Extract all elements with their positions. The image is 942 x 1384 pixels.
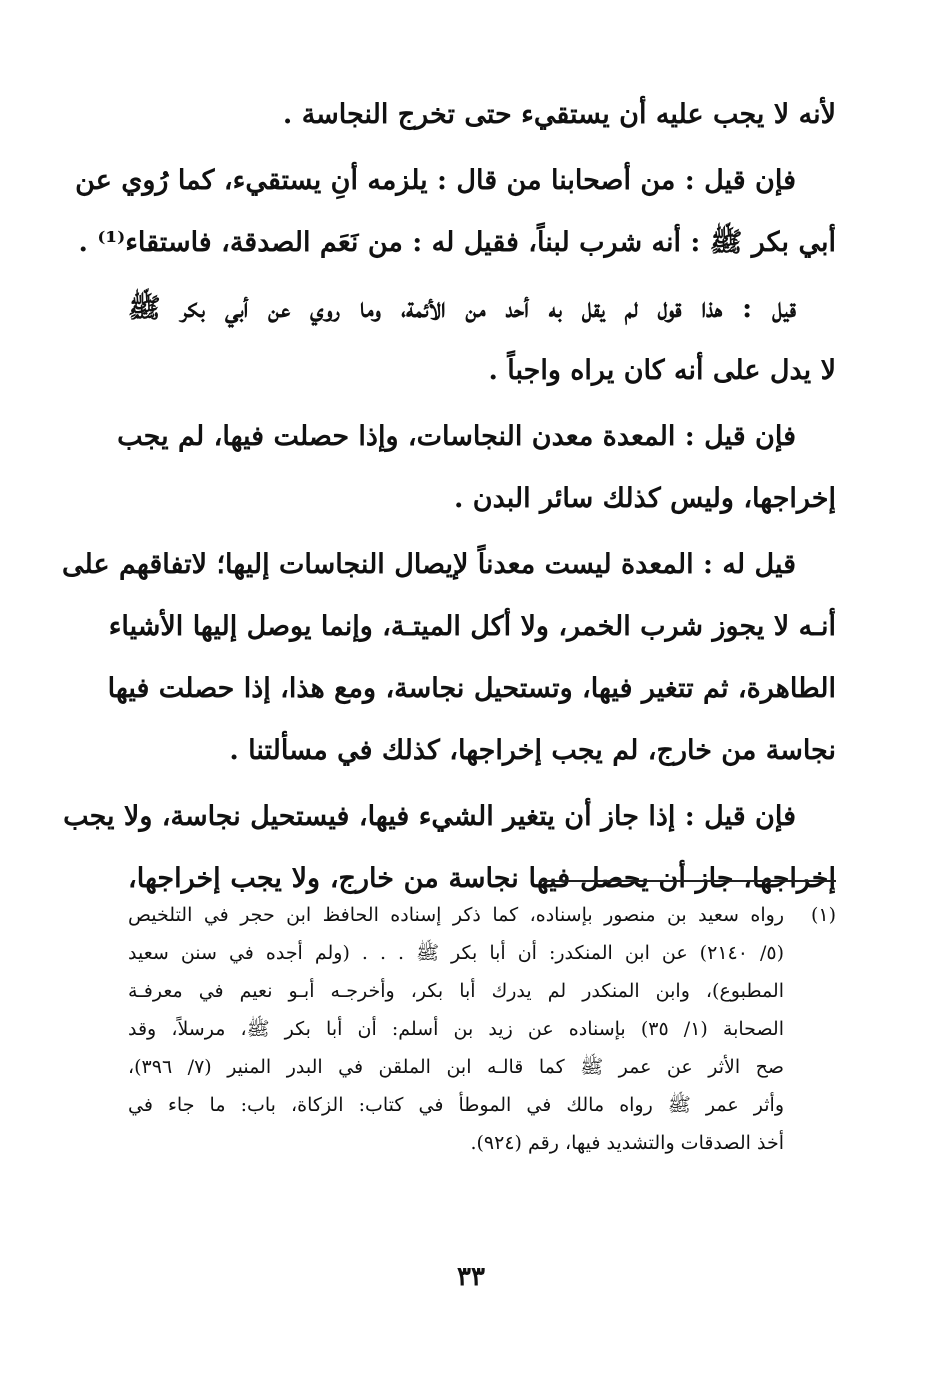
text-line: أبي بكر ﷺ : أنه شرب لبناً، فقيل له : من نَعَم الصدقة، فاستقاء⁽¹⁾ .	[78, 227, 836, 258]
paragraph	[128, 84, 836, 146]
text-line: إخراجها، وليس كذلك سائر البدن .	[453, 483, 836, 514]
text-line: الطاهرة، ثم تتغير فيها، وتستحيل نجاسة، ومع هذا، إذا حصلت فيها	[107, 673, 836, 704]
footnote-line: الصحابة (١/ ٣٥) بإسناده عن زيد بن أسلم: أن أبا بكر ﷺ، مرسلاً، وقد	[128, 1018, 784, 1040]
text-line: قيل له : المعدة ليست معدناً لإيصال النجاسات إليها؛ لاتفاقهم على	[62, 549, 796, 580]
footnote-text	[128, 896, 784, 1162]
main-text	[62, 84, 836, 910]
paragraph	[117, 406, 836, 530]
text-line: فإن قيل : إذا جاز أن يتغير الشيء فيها، فيستحيل نجاسة، ولا يجب	[63, 801, 796, 832]
footnote-line: أخذ الصدقات والتشديد فيها، رقم (٩٢٤).	[470, 1132, 784, 1154]
footnote	[128, 896, 836, 1162]
text-line: أنـه لا يجوز شرب الخمر، ولا أكل الميتـة، وإنما يوصل إليها الأشياء	[108, 611, 836, 642]
text-line: لا يدل على أنه كان يراه واجباً .	[488, 355, 836, 386]
text-line: نجاسة من خارج، لم يجب إخراجها، كذلك في مسألتنا .	[229, 735, 836, 766]
paragraph	[62, 534, 836, 782]
text-line: فإن قيل : من أصحابنا من قال : يلزمه أنِ يستقيء، كما رُوي عن	[75, 165, 796, 196]
footnote-line: المطبوع)، وابن المنكدر لم يدرك أبا بكر، وأخرجـه أبـو نعيم في معرفـة	[128, 980, 784, 1002]
text-line: لأنه لا يجب عليه أن يستقيء حتى تخرج النجاسة .	[282, 99, 836, 130]
footnote-line: وأثر عمر ﷺ رواه مالك في الموطأ في كتاب: الزكاة، باب: ما جاء في	[128, 1094, 784, 1116]
text-line: إخراجها، جاز أن يحصل فيها نجاسة من خارج، ولا يجب إخراجها،	[128, 863, 836, 894]
page-number: ٣٣	[457, 1262, 485, 1292]
footnote-line: رواه سعيد بن منصور بإسناده، كما ذكر إسناده الحافظ ابن حجر في التلخيص	[128, 904, 784, 926]
paragraph	[63, 786, 836, 910]
footnote-line: صح الأثر عن عمر ﷺ كما قالـه ابن الملقن في البدر المنير (٧/ ٣٩٦)،	[128, 1056, 784, 1078]
footnote-divider	[540, 880, 836, 882]
text-line: فإن قيل : المعدة معدن النجاسات، وإذا حصلت فيها، لم يجب	[117, 421, 796, 452]
footnote-line: (٥/ ٢١٤٠) عن ابن المنكدر: أن أبا بكر ﷺ . . . (ولم أجده في سنن سعيد	[128, 942, 784, 964]
paragraph	[128, 278, 836, 402]
footnote-number: (١)	[810, 904, 836, 926]
paragraph	[75, 150, 836, 274]
text-line: قيل : هذا قول لم يقل به أحد من الأئمة، وما روي عن أبي بكر ﷺ	[128, 293, 796, 324]
